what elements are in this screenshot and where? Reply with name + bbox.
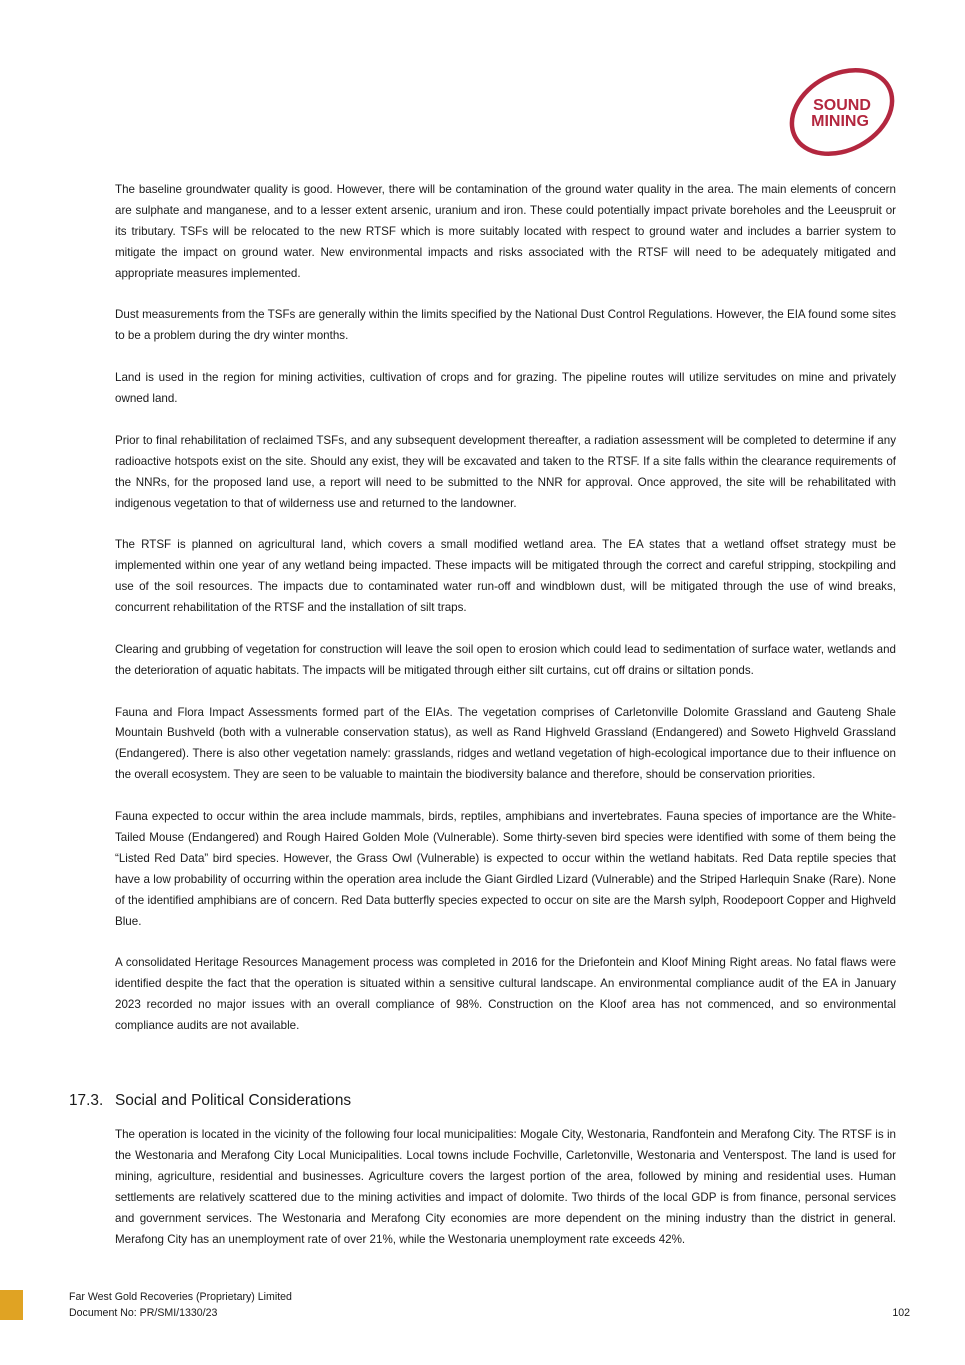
section-number: 17.3. <box>69 1092 104 1109</box>
paragraph-radiation: Prior to final rehabilitation of reclaimed TSFs, and any subsequent development thereafter, a radiation assessment will be completed to determine if any radioactive hotspots exist on the site. Should any exist, they will be excavated and taken to the RTSF. If a site falls within the clearance requirements of the NNRs, for the proposed land use, a report will need to be submitted to the NNR for approval. Once approved, the site will be rehabilitated with indigenous vegetation to that of wilderness use and returned to the landowner. <box>115 433 896 510</box>
logo-line-1: SOUND <box>813 97 871 114</box>
body-text <box>115 180 896 1058</box>
paragraph-groundwater: The baseline groundwater quality is good. However, there will be contamination of the ground water quality in the area. The main elements of concern are sulphate and manganese, and to a lesser extent arsenic, uranium and iron. These could potentially impact private boreholes and the Leeuspruit or its tributary. TSFs will be relocated to the new RTSF which is more suitably located with respect to ground water and includes a barrier system to mitigate the impact on ground water. New environmental impacts and risks associated with the RTSF will need to be adequately mitigated and appropriate measures implemented. <box>115 183 896 280</box>
paragraph-land-use: Land is used in the region for mining activities, cultivation of crops and for grazing. The pipeline routes will utilize servitudes on mine and privately owned land. <box>115 371 896 406</box>
sound-mining-logo <box>784 66 900 158</box>
footer-company: Far West Gold Recoveries (Proprietary) Limited <box>69 1291 292 1303</box>
page-number: 102 <box>892 1307 910 1319</box>
paragraph-wetland: The RTSF is planned on agricultural land, which covers a small modified wetland area. The EA states that a wetland offset strategy must be implemented within one year of any wetland being impacted. These impacts will be mitigated through the correct and careful stripping, stockpiling and use of the soil resources. The impacts due to contaminated water run-off and windblown dust, will be mitigated through the use of wind breaks, concurrent rehabilitation of the RTSF and the installation of silt traps. <box>115 538 896 615</box>
paragraph-social: The operation is located in the vicinity of the following four local municipalities: Mogale City, Westonaria, Randfontein and Merafong City. The RTSF is in the Westonaria and Merafong City Local Municipalities. Local towns include Fochville, Carletonville, Westonaria and Venterspost. The land is used for mining, agriculture, residential and businesses. Agriculture covers the largest portion of the area, followed by mining and residential uses. Human settlements are relatively scattered due to the mining activities and impact of dolomite. Two thirds of the local GDP is from finance, personal services and government services. The Westonaria and Merafong City economies are more dependent on the mining industry than the district in general. Merafong City has an unemployment rate of over 21%, while the Westonaria unemployment rate exceeds 42%. <box>115 1128 896 1246</box>
footer-document-number: Document No: PR/SMI/1330/23 <box>69 1307 218 1319</box>
section-heading <box>69 1090 899 1112</box>
logo-line-2: MINING <box>811 113 869 130</box>
section-text <box>115 1125 896 1250</box>
paragraph-fauna: Fauna expected to occur within the area include mammals, birds, reptiles, amphibians and invertebrates. Fauna species of importance are the White-Tailed Mouse (Endangered) and Rough Haired Golden Mole (Vulnerable). Some thirty-seven bird species were identified with some of them being the “Listed Red Data” bird species. However, the Grass Owl (Vulnerable) is expected to occur within the wetland habitats. Red Data reptile species that have a low probability of occurring within the operation area include the Giant Girdled Lizard (Vulnerable) and the Striped Harlequin Snake (Rare). None of the identified amphibians are of concern. Red Data butterfly species expected to occur on site are the Marsh sylph, Roodepoort Copper and Highveld Blue. <box>115 810 896 928</box>
paragraph-erosion: Clearing and grubbing of vegetation for construction will leave the soil open to erosion which could lead to sedimentation of surface water, wetlands and the deterioration of aquatic habitats. The impacts will be mitigated through either silt curtains, cut off drains or siltation ponds. <box>115 642 896 677</box>
paragraph-dust: Dust measurements from the TSFs are generally within the limits specified by the National Dust Control Regulations. However, the EIA found some sites to be a problem during the dry winter months. <box>115 308 896 343</box>
paragraph-heritage: A consolidated Heritage Resources Management process was completed in 2016 for the Driefontein and Kloof Mining Right areas. No fatal flaws were identified despite the fact that the operation is situated within a sensitive cultural landscape. An environmental compliance audit of the EA in January 2023 recorded no major issues with an overall compliance of 98%. Construction on the Kloof area has not commenced, and so environmental compliance audits are not available. <box>115 956 896 1033</box>
section-title: Social and Political Considerations <box>115 1092 352 1109</box>
footer-info <box>69 1289 292 1321</box>
paragraph-flora: Fauna and Flora Impact Assessments formed part of the EIAs. The vegetation comprises of Carletonville Dolomite Grassland and Gauteng Shale Mountain Bushveld (both with a vulnerable conservation status), as well as Rand Highveld Grassland (Endangered) and Soweto Highveld Grassland (Endangered). There is also other vegetation namely: grasslands, ridges and wetland vegetation of high-ecological importance due to their influence on the overall ecosystem. They are seen to be valuable to maintain the biodiversity balance and therefore, should be conservation priorities. <box>115 705 896 782</box>
footer-accent-bar <box>0 1290 23 1320</box>
